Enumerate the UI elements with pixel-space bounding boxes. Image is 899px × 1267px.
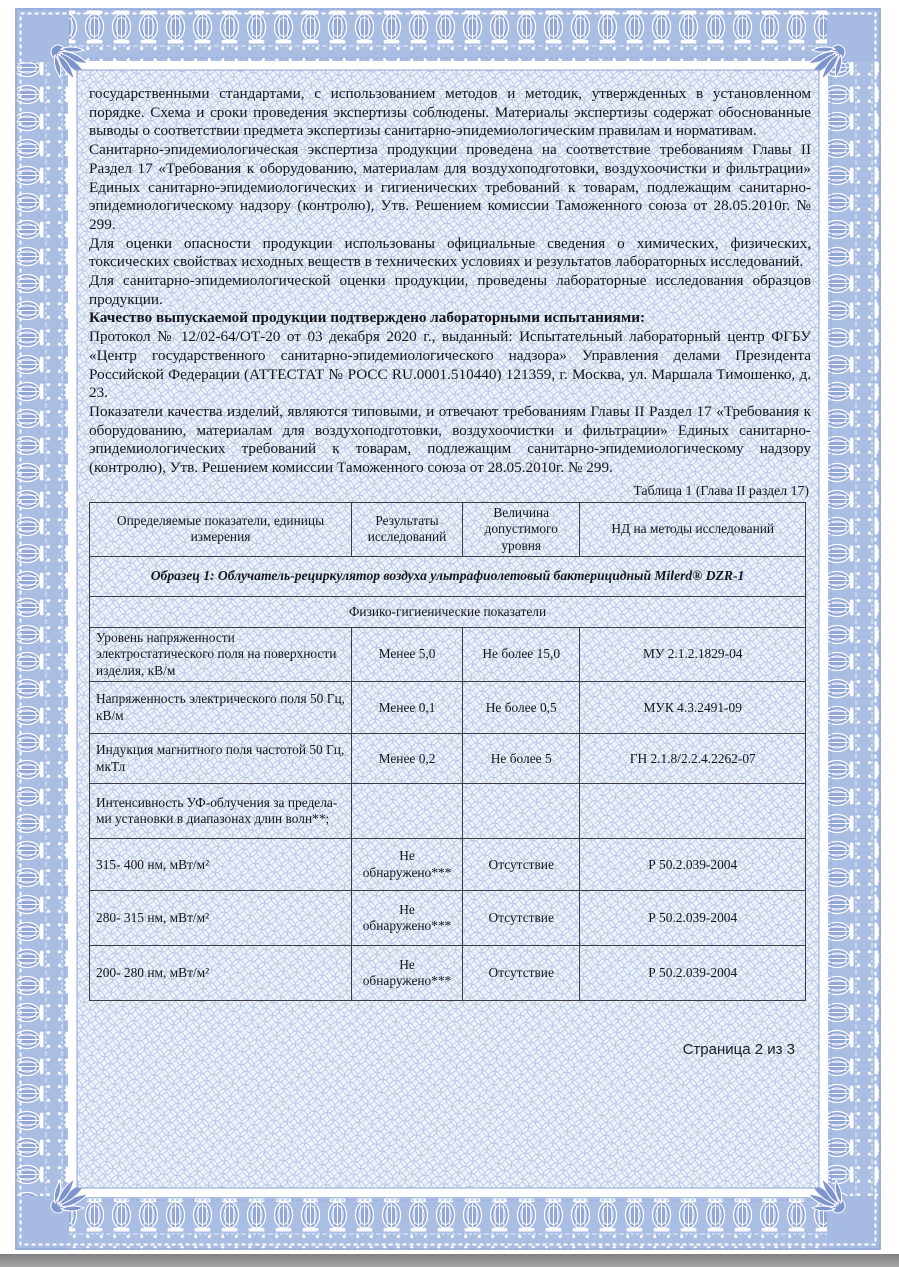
section-title: Физико-гигиенические показатели: [90, 596, 806, 627]
body-paragraph: государственными стандартами, с использованием методов и методик, утвержденных в установленном порядке. Схема и сроки проведения экспертизы соблюдены. Материалы экспертизы содержат обоснованные выводы о соответствии предмета экспертизы санитарно-эпидемиологическим правилам и нормативам.: [89, 85, 811, 140]
frame-band-right: [827, 8, 881, 1250]
column-header-methods: НД на методы исследований: [580, 502, 806, 556]
cell-method: Р 50.2.039-2004: [580, 839, 806, 891]
body-paragraph: Санитарно-эпидемиологическая экспертиза продукции проведена на соответствие требованиям Главы II Раздел 17 «Требования к оборудованию, материалам для воздухоподготовки, воздухоочистки и фильтрации» Единых санитарно-эпидемиологических и гигиенических требований к товарам, подлежащим санитарно-эпидемиологическому надзору (контролю), Утв. Решением комиссии Таможенного союза от 28.05.2010г. № 299.: [89, 141, 811, 233]
table-row: [90, 734, 806, 784]
cell-result: Не обнаружено***: [352, 891, 463, 946]
sample-title: Образец 1: Облучатель-рециркулятор воздуха ультрафиолетовый бактерицидный Milerd® DZR-1: [90, 556, 806, 596]
table-row: [90, 784, 806, 839]
cell-indicator: Интенсивность УФ-облучения за предела-ми установки в диапазонах длин волн**;: [90, 784, 352, 839]
cell-limit: Отсутствие: [463, 891, 580, 946]
cell-limit: Отсутствие: [463, 946, 580, 1001]
sample-title-row: [90, 556, 806, 596]
table-row: [90, 682, 806, 734]
results-table: [89, 502, 806, 1001]
cell-method: [580, 784, 806, 839]
cell-indicator: 315- 400 нм, мВт/м²: [90, 839, 352, 891]
cell-indicator: Уровень напряженности электростатического поля на поверхности изделия, кВ/м: [90, 627, 352, 681]
frame-band-bottom: [15, 1196, 881, 1250]
section-title-row: [90, 596, 806, 627]
content-panel: [77, 70, 819, 1188]
frame-band-left: [15, 8, 69, 1250]
cell-method: МУ 2.1.2.1829-04: [580, 627, 806, 681]
column-header-limit: Величина допустимого уровня: [463, 502, 580, 556]
cell-limit: Отсутствие: [463, 839, 580, 891]
cell-result: [352, 784, 463, 839]
table-row: [90, 946, 806, 1001]
cell-result: Менее 5,0: [352, 627, 463, 681]
table-header-row: [90, 502, 806, 556]
cell-limit: [463, 784, 580, 839]
cell-indicator: Индукция магнитного поля частотой 50 Гц, мкТл: [90, 734, 352, 784]
cell-indicator: Напряженность электрического поля 50 Гц, кВ/м: [90, 682, 352, 734]
body-paragraph: Для оценки опасности продукции использованы официальные сведения о химических, физических, токсических свойствах исходных веществ в технических условиях и результатов лабораторных исследований.: [89, 234, 811, 271]
frame-band-top: [15, 8, 881, 62]
quality-statement: Качество выпускаемой продукции подтверждено лабораторными испытаниями:: [89, 309, 646, 327]
cell-method: Р 50.2.039-2004: [580, 946, 806, 1001]
body-paragraph: Для санитарно-эпидемиологической оценки продукции, проведены лабораторные исследования образцов продукции.: [89, 272, 811, 308]
cell-indicator: 200- 280 нм, мВт/м²: [90, 946, 352, 1001]
table-row: [90, 891, 806, 946]
cell-result: Менее 0,2: [352, 734, 463, 784]
cell-method: ГН 2.1.8/2.2.4.2262-07: [580, 734, 806, 784]
page-number: Страница 2 из 3: [682, 1041, 795, 1059]
cell-result: Не обнаружено***: [352, 839, 463, 891]
scan-edge-strip: [0, 1254, 899, 1267]
cell-indicator: 280- 315 нм, мВт/м²: [90, 891, 352, 946]
body-paragraph: Протокол № 12/02-64/ОТ-20 от 03 декабря 2020 г., выданный: Испытательный лабораторный центр ФГБУ «Центр государственного санитарно-эпидемиологического надзора» Управления делами Президента Российской Федерации (АТТЕСТАТ № РОСС RU.0001.510440) 121359, г. Москва, ул. Маршала Тимошенко, д. 23.: [89, 328, 811, 402]
cell-result: Менее 0,1: [352, 682, 463, 734]
cell-limit: Не более 5: [463, 734, 580, 784]
cell-limit: Не более 0,5: [463, 682, 580, 734]
body-paragraph: Показатели качества изделий, являются типовыми, и отвечают требованиям Главы II Раздел 17 «Требования к оборудованию, материалам для воздухоподготовки, воздухоочистки и фильтрации» Единых санитарно-эпидемиологических требований к товарам, подлежащим санитарно-эпидемиологическому надзору (контролю), Утв. Решением комиссии Таможенного союза от 28.05.2010г. № 299.: [89, 402, 811, 477]
table-caption: Таблица 1 (Глава II раздел 17): [633, 482, 809, 498]
table-row: [90, 839, 806, 891]
cell-limit: Не более 15,0: [463, 627, 580, 681]
cell-method: МУК 4.3.2491-09: [580, 682, 806, 734]
column-header-indicators: Определяемые показатели, единицы измерения: [90, 502, 352, 556]
column-header-results: Результаты исследований: [352, 502, 463, 556]
cell-result: Не обнаружено***: [352, 946, 463, 1001]
cell-method: Р 50.2.039-2004: [580, 891, 806, 946]
table-row: [90, 627, 806, 681]
